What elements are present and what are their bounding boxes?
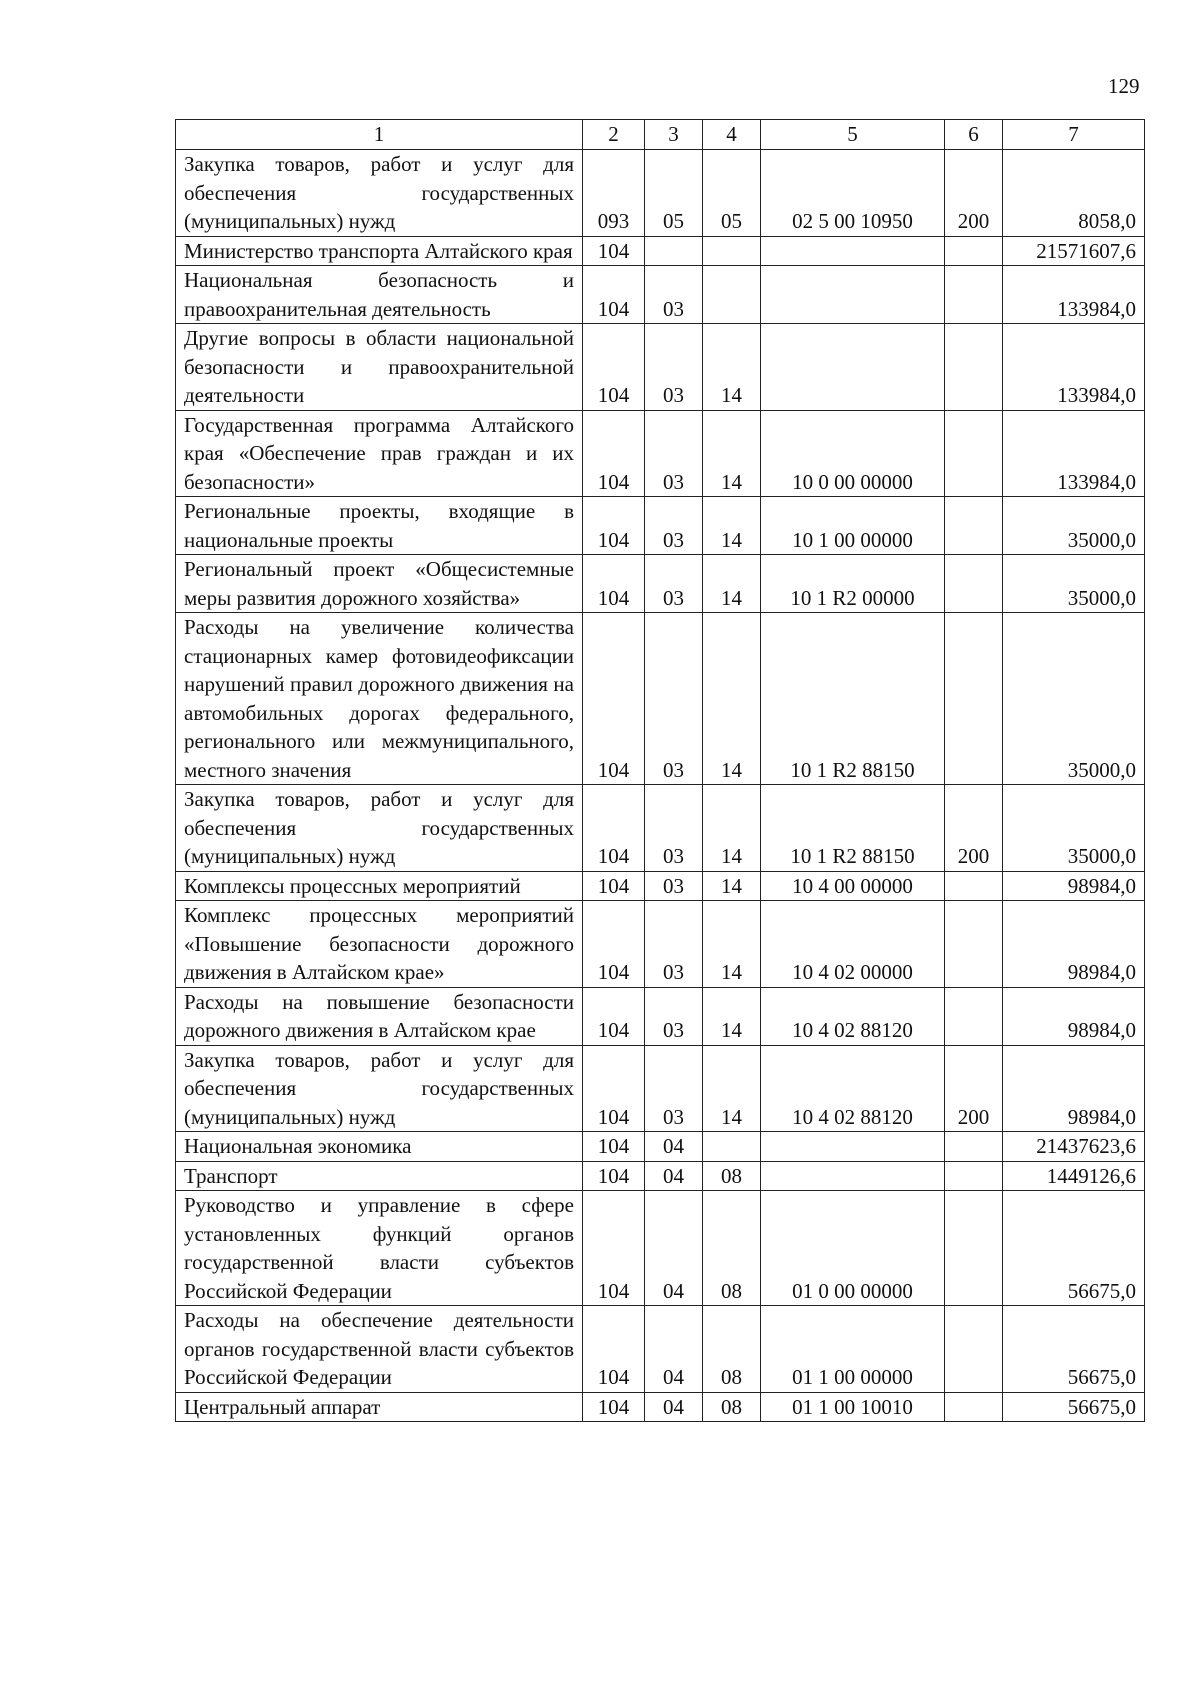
- row-c7-cell: 1449126,6: [1003, 1161, 1145, 1191]
- row-title-cell: Национальная безопасность и правоохранительная деятельность: [176, 266, 583, 324]
- row-c4-cell: 14: [703, 871, 761, 901]
- row-c7-cell: 56675,0: [1003, 1392, 1145, 1422]
- row-c7-cell: 98984,0: [1003, 987, 1145, 1045]
- row-c5-cell: [761, 236, 945, 266]
- column-header: 3: [645, 120, 703, 150]
- row-c5-cell: 01 1 00 00000: [761, 1306, 945, 1393]
- table-row: [176, 1306, 1145, 1393]
- table-row: [176, 150, 1145, 237]
- row-c7-cell: 133984,0: [1003, 324, 1145, 411]
- row-c3-cell: 05: [645, 150, 703, 237]
- row-title-cell: Министерство транспорта Алтайского края: [176, 236, 583, 266]
- row-c6-cell: [945, 1191, 1003, 1306]
- row-c2-cell: 104: [583, 497, 645, 555]
- row-c5-cell: 10 1 R2 00000: [761, 555, 945, 613]
- row-c4-cell: 14: [703, 901, 761, 988]
- row-c2-cell: 104: [583, 901, 645, 988]
- row-c5-cell: [761, 1132, 945, 1162]
- row-c3-cell: 03: [645, 555, 703, 613]
- row-c6-cell: [945, 901, 1003, 988]
- row-c5-cell: [761, 266, 945, 324]
- row-c5-cell: 10 1 R2 88150: [761, 613, 945, 785]
- row-c2-cell: 104: [583, 236, 645, 266]
- row-c7-cell: 8058,0: [1003, 150, 1145, 237]
- header-row: [176, 120, 1145, 150]
- row-c6-cell: [945, 1132, 1003, 1162]
- row-title-cell: Комплексы процессных мероприятий: [176, 871, 583, 901]
- column-header: 4: [703, 120, 761, 150]
- row-c7-cell: 98984,0: [1003, 871, 1145, 901]
- row-c2-cell: 104: [583, 1161, 645, 1191]
- row-c6-cell: [945, 266, 1003, 324]
- row-c3-cell: 03: [645, 266, 703, 324]
- row-c2-cell: 104: [583, 266, 645, 324]
- row-c2-cell: 104: [583, 785, 645, 872]
- row-c2-cell: 104: [583, 1045, 645, 1132]
- row-c3-cell: 03: [645, 1045, 703, 1132]
- row-c4-cell: 14: [703, 410, 761, 497]
- row-c3-cell: 03: [645, 871, 703, 901]
- row-c5-cell: 01 1 00 10010: [761, 1392, 945, 1422]
- page-number: 129: [1108, 74, 1140, 98]
- row-c5-cell: 10 1 00 00000: [761, 497, 945, 555]
- row-c5-cell: 02 5 00 10950: [761, 150, 945, 237]
- row-c4-cell: 14: [703, 324, 761, 411]
- row-c5-cell: 01 0 00 00000: [761, 1191, 945, 1306]
- table-row: [176, 266, 1145, 324]
- table-row: [176, 871, 1145, 901]
- row-c5-cell: 10 4 00 00000: [761, 871, 945, 901]
- row-c4-cell: [703, 236, 761, 266]
- table-row: [176, 497, 1145, 555]
- column-header: 2: [583, 120, 645, 150]
- row-c2-cell: 104: [583, 987, 645, 1045]
- row-title-cell: Расходы на повышение безопасности дорожного движения в Алтайском крае: [176, 987, 583, 1045]
- table-row: [176, 1132, 1145, 1162]
- table-row: [176, 324, 1145, 411]
- row-title-cell: Центральный аппарат: [176, 1392, 583, 1422]
- row-c2-cell: 104: [583, 1132, 645, 1162]
- row-c2-cell: 104: [583, 410, 645, 497]
- table-row: [176, 236, 1145, 266]
- row-c4-cell: 14: [703, 785, 761, 872]
- row-title-cell: Закупка товаров, работ и услуг для обеспечения государственных (муниципальных) нужд: [176, 1045, 583, 1132]
- row-c3-cell: 04: [645, 1306, 703, 1393]
- row-c7-cell: 133984,0: [1003, 266, 1145, 324]
- table-row: [176, 901, 1145, 988]
- row-title-cell: Государственная программа Алтайского края «Обеспечение прав граждан и их безопасности»: [176, 410, 583, 497]
- row-c5-cell: [761, 324, 945, 411]
- row-c4-cell: 14: [703, 613, 761, 785]
- row-c6-cell: [945, 1161, 1003, 1191]
- row-c6-cell: [945, 497, 1003, 555]
- row-c4-cell: [703, 266, 761, 324]
- row-c3-cell: 04: [645, 1392, 703, 1422]
- table-row: [176, 1392, 1145, 1422]
- row-title-cell: Региональные проекты, входящие в национальные проекты: [176, 497, 583, 555]
- row-c2-cell: 104: [583, 324, 645, 411]
- row-title-cell: Руководство и управление в сфере установленных функций органов государственной власти субъектов Российской Федерации: [176, 1191, 583, 1306]
- row-c4-cell: 08: [703, 1191, 761, 1306]
- table-row: [176, 785, 1145, 872]
- column-header: 5: [761, 120, 945, 150]
- row-c3-cell: 04: [645, 1161, 703, 1191]
- row-c2-cell: 093: [583, 150, 645, 237]
- row-c2-cell: 104: [583, 1191, 645, 1306]
- row-c3-cell: 03: [645, 987, 703, 1045]
- row-c6-cell: 200: [945, 150, 1003, 237]
- row-c6-cell: [945, 1392, 1003, 1422]
- row-c2-cell: 104: [583, 613, 645, 785]
- row-c6-cell: [945, 1306, 1003, 1393]
- budget-table: [175, 119, 1145, 1422]
- row-c3-cell: 03: [645, 901, 703, 988]
- row-c7-cell: 98984,0: [1003, 1045, 1145, 1132]
- row-c2-cell: 104: [583, 871, 645, 901]
- row-c7-cell: 35000,0: [1003, 555, 1145, 613]
- column-header: 7: [1003, 120, 1145, 150]
- row-c7-cell: 35000,0: [1003, 785, 1145, 872]
- table-row: [176, 410, 1145, 497]
- table-row: [176, 1191, 1145, 1306]
- row-c5-cell: [761, 1161, 945, 1191]
- row-c7-cell: 98984,0: [1003, 901, 1145, 988]
- table-row: [176, 613, 1145, 785]
- row-c4-cell: 14: [703, 555, 761, 613]
- row-c3-cell: 03: [645, 324, 703, 411]
- table-row: [176, 1045, 1145, 1132]
- row-c4-cell: [703, 1132, 761, 1162]
- row-c4-cell: 08: [703, 1161, 761, 1191]
- row-c4-cell: 14: [703, 497, 761, 555]
- row-c3-cell: 03: [645, 497, 703, 555]
- table-row: [176, 987, 1145, 1045]
- row-c6-cell: [945, 236, 1003, 266]
- row-c3-cell: 03: [645, 410, 703, 497]
- column-header: 6: [945, 120, 1003, 150]
- row-c6-cell: [945, 613, 1003, 785]
- row-c5-cell: 10 4 02 00000: [761, 901, 945, 988]
- row-title-cell: Расходы на обеспечение деятельности органов государственной власти субъектов Российской Федерации: [176, 1306, 583, 1393]
- row-c4-cell: 14: [703, 1045, 761, 1132]
- row-c7-cell: 56675,0: [1003, 1306, 1145, 1393]
- row-c4-cell: 05: [703, 150, 761, 237]
- row-c2-cell: 104: [583, 555, 645, 613]
- row-c5-cell: 10 0 00 00000: [761, 410, 945, 497]
- row-title-cell: Закупка товаров, работ и услуг для обеспечения государственных (муниципальных) нужд: [176, 785, 583, 872]
- row-c7-cell: 56675,0: [1003, 1191, 1145, 1306]
- row-title-cell: Другие вопросы в области национальной безопасности и правоохранительной деятельности: [176, 324, 583, 411]
- row-c4-cell: 14: [703, 987, 761, 1045]
- row-c6-cell: [945, 871, 1003, 901]
- table-row: [176, 555, 1145, 613]
- row-c3-cell: 03: [645, 785, 703, 872]
- row-c5-cell: 10 4 02 88120: [761, 1045, 945, 1132]
- row-c4-cell: 08: [703, 1306, 761, 1393]
- row-c5-cell: 10 1 R2 88150: [761, 785, 945, 872]
- row-c4-cell: 08: [703, 1392, 761, 1422]
- row-c6-cell: [945, 410, 1003, 497]
- row-c7-cell: 133984,0: [1003, 410, 1145, 497]
- row-c3-cell: 04: [645, 1132, 703, 1162]
- row-c6-cell: [945, 324, 1003, 411]
- row-title-cell: Национальная экономика: [176, 1132, 583, 1162]
- row-title-cell: Транспорт: [176, 1161, 583, 1191]
- row-title-cell: Комплекс процессных мероприятий «Повышение безопасности дорожного движения в Алтайском крае»: [176, 901, 583, 988]
- row-title-cell: Закупка товаров, работ и услуг для обеспечения государственных (муниципальных) нужд: [176, 150, 583, 237]
- row-c7-cell: 35000,0: [1003, 613, 1145, 785]
- row-c3-cell: 04: [645, 1191, 703, 1306]
- row-c3-cell: [645, 236, 703, 266]
- row-c6-cell: [945, 987, 1003, 1045]
- row-title-cell: Расходы на увеличение количества стационарных камер фотовидеофиксации нарушений правил дорожного движения на автомобильных дорогах федерального, регионального или межмуниципального, местного значения: [176, 613, 583, 785]
- row-c7-cell: 21437623,6: [1003, 1132, 1145, 1162]
- row-c7-cell: 35000,0: [1003, 497, 1145, 555]
- row-c7-cell: 21571607,6: [1003, 236, 1145, 266]
- row-c6-cell: [945, 555, 1003, 613]
- row-c6-cell: 200: [945, 1045, 1003, 1132]
- row-c2-cell: 104: [583, 1306, 645, 1393]
- row-c2-cell: 104: [583, 1392, 645, 1422]
- table-row: [176, 1161, 1145, 1191]
- column-header: 1: [176, 120, 583, 150]
- row-c6-cell: 200: [945, 785, 1003, 872]
- row-c3-cell: 03: [645, 613, 703, 785]
- row-title-cell: Региональный проект «Общесистемные меры развития дорожного хозяйства»: [176, 555, 583, 613]
- row-c5-cell: 10 4 02 88120: [761, 987, 945, 1045]
